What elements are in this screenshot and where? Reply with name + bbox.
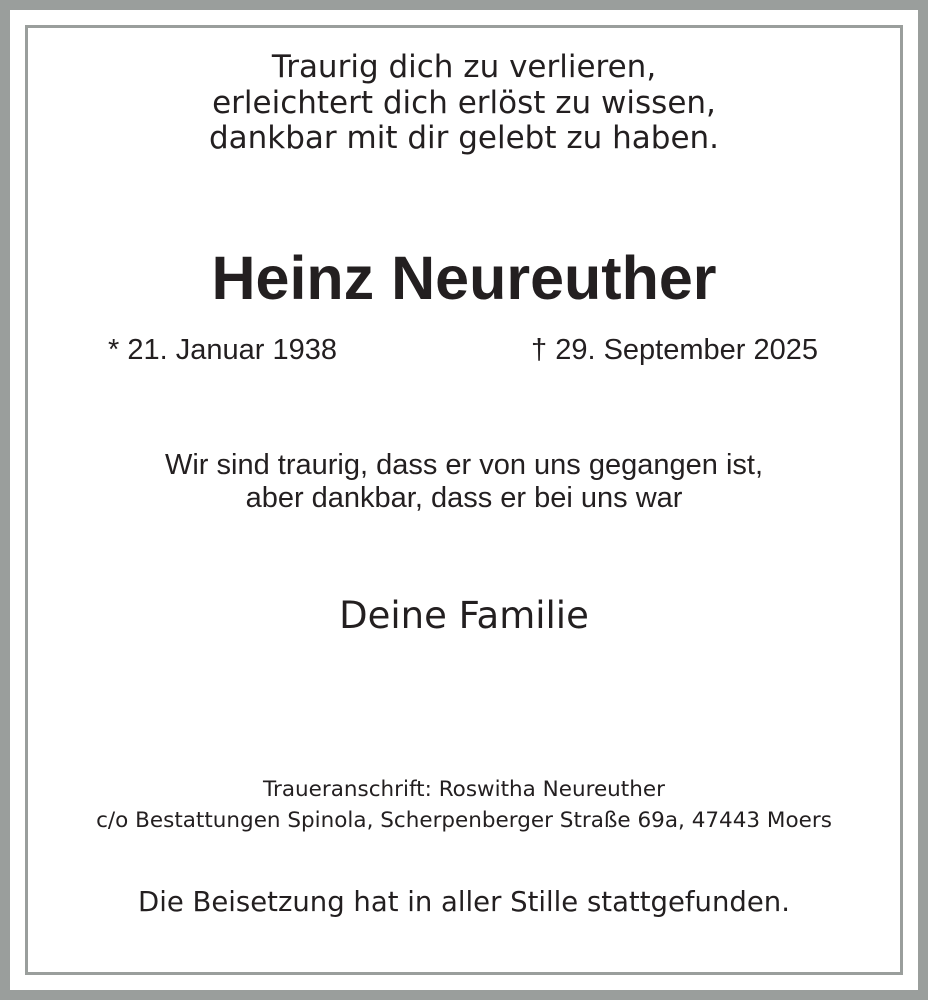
burial-note: Die Beisetzung hat in aller Stille stattgefunden.	[138, 886, 790, 918]
tribute-line-2: aber dankbar, dass er bei uns war	[245, 482, 683, 514]
address-line-1: Traueranschrift: Roswitha Neureuther	[263, 777, 665, 802]
verse-line-3: dankbar mit dir gelebt zu haben.	[208, 120, 720, 156]
birth-date: * 21. Januar 1938	[108, 334, 337, 366]
address-line-2: c/o Bestattungen Spinola, Scherpenberger Straße 69a, 47443 Moers	[96, 808, 832, 833]
tribute-text	[0, 449, 928, 515]
verse-line-1: Traurig dich zu verlieren,	[271, 49, 657, 85]
tribute-line-1: Wir sind traurig, dass er von uns gegangen ist,	[164, 449, 764, 481]
family-signature: Deine Familie	[339, 594, 589, 637]
life-dates	[0, 332, 928, 368]
verse-line-2: erleichtert dich erlöst zu wissen,	[212, 84, 716, 121]
death-date: † 29. September 2025	[531, 334, 818, 366]
deceased-name: Heinz Neureuther	[211, 244, 717, 312]
opening-verse	[0, 50, 928, 157]
mourning-address	[0, 774, 928, 836]
